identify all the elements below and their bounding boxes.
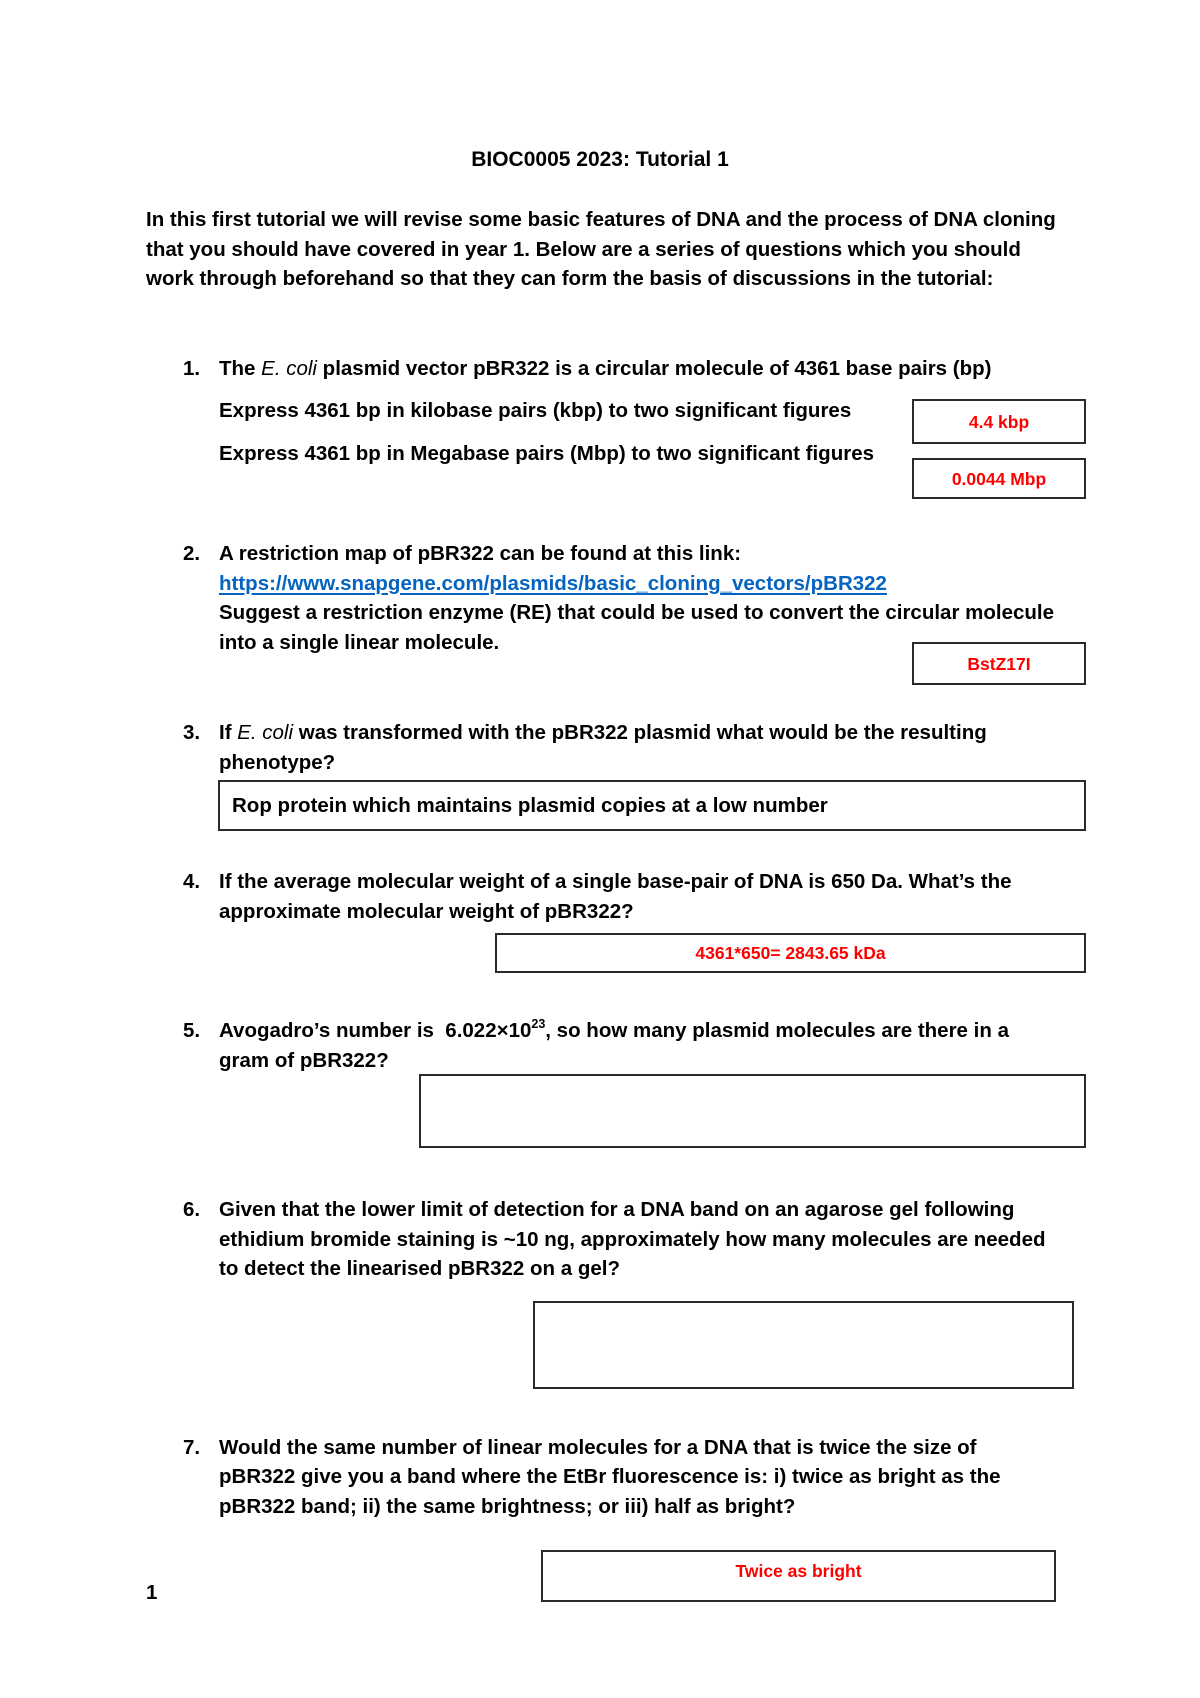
answer-box-4 (495, 933, 1086, 973)
question-number: 7. (183, 1435, 201, 1459)
intro-line: that you should have covered in year 1. Below are a series of questions which you should (146, 237, 1021, 261)
question-1-text (219, 354, 991, 383)
question-text-segment: , so how many plasmid molecules are there in a (545, 1019, 1009, 1042)
answer-box-6 (533, 1301, 1074, 1389)
question-text-segment: was transformed with the pBR322 plasmid what would be the resulting (293, 721, 987, 744)
intro-line: work through beforehand so that they can form the basis of discussions in the tutorial: (146, 267, 994, 290)
question-7-text: Would the same number of linear molecules for a DNA that is twice the size of (219, 1435, 977, 1459)
species-name: E. coli (261, 357, 317, 380)
intro-line: In this first tutorial we will revise some basic features of DNA and the process of DNA cloning (146, 208, 1056, 231)
question-number: 4. (183, 870, 201, 893)
question-4-text: If the average molecular weight of a single base-pair of DNA is 650 Da. What’s the (219, 870, 1012, 893)
answer-box-7 (541, 1550, 1056, 1602)
question-3-text (219, 718, 987, 747)
answer-text: 4.4 kbp (968, 411, 1030, 432)
question-6-text: ethidium bromide staining is ~10 ng, approximately how many molecules are needed (219, 1227, 1046, 1251)
question-7-text: pBR322 give you a band where the EtBr fluorescence is: i) twice as bright as the (219, 1465, 1001, 1488)
answer-box-3 (218, 780, 1086, 831)
question-2-link-line (219, 569, 887, 598)
question-number: 6. (183, 1198, 201, 1221)
answer-box-1b (912, 458, 1086, 499)
question-2-text: A restriction map of pBR322 can be found at this link: (219, 542, 742, 565)
snapgene-link[interactable]: https://www.snapgene.com/plasmids/basic_cloning_vectors/pBR322 (219, 571, 887, 595)
question-2-text: into a single linear molecule. (219, 630, 500, 654)
question-7-text: pBR322 band; ii) the same brightness; or iii) half as bright? (219, 1494, 796, 1518)
question-text-segment: Avogadro’s number is 6.022×10 (219, 1019, 532, 1042)
question-1b-text: Express 4361 bp in Megabase pairs (Mbp) to two significant figures (219, 442, 874, 465)
answer-text: BstZ17I (967, 653, 1031, 674)
answer-text: Rop protein which maintains plasmid copies at a low number (232, 794, 828, 817)
question-5-text: gram of pBR322? (219, 1048, 389, 1072)
page-title: BIOC0005 2023: Tutorial 1 (471, 148, 729, 171)
answer-text: 4361*650= 2843.65 kDa (695, 943, 886, 963)
question-6-text: to detect the linearised pBR322 on a gel? (219, 1257, 620, 1280)
species-name: E. coli (237, 721, 294, 744)
question-6-text: Given that the lower limit of detection for a DNA band on an agarose gel following (219, 1198, 1015, 1221)
answer-text: 0.0044 Mbp (951, 468, 1047, 489)
question-5-text (219, 1016, 1009, 1045)
exponent-superscript: 23 (531, 1017, 546, 1031)
answer-text: Twice as bright (735, 1561, 862, 1581)
question-3-text: phenotype? (219, 750, 336, 774)
page-number: 1 (146, 1581, 158, 1604)
answer-box-5 (419, 1074, 1086, 1148)
question-number: 2. (183, 542, 201, 565)
question-2-text: Suggest a restriction enzyme (RE) that could be used to convert the circular molecule (219, 601, 1054, 624)
answer-box-1a (912, 399, 1086, 444)
question-text-segment: The (219, 357, 262, 380)
question-4-text: approximate molecular weight of pBR322? (219, 899, 634, 923)
question-text-segment: If (219, 721, 238, 744)
question-text-segment: plasmid vector pBR322 is a circular molecule of 4361 base pairs (bp) (316, 357, 992, 380)
question-number: 5. (183, 1019, 201, 1042)
answer-box-2 (912, 642, 1086, 685)
question-number: 3. (183, 721, 201, 744)
question-1a-text: Express 4361 bp in kilobase pairs (kbp) to two significant figures (219, 399, 852, 422)
question-number: 1. (183, 357, 201, 380)
